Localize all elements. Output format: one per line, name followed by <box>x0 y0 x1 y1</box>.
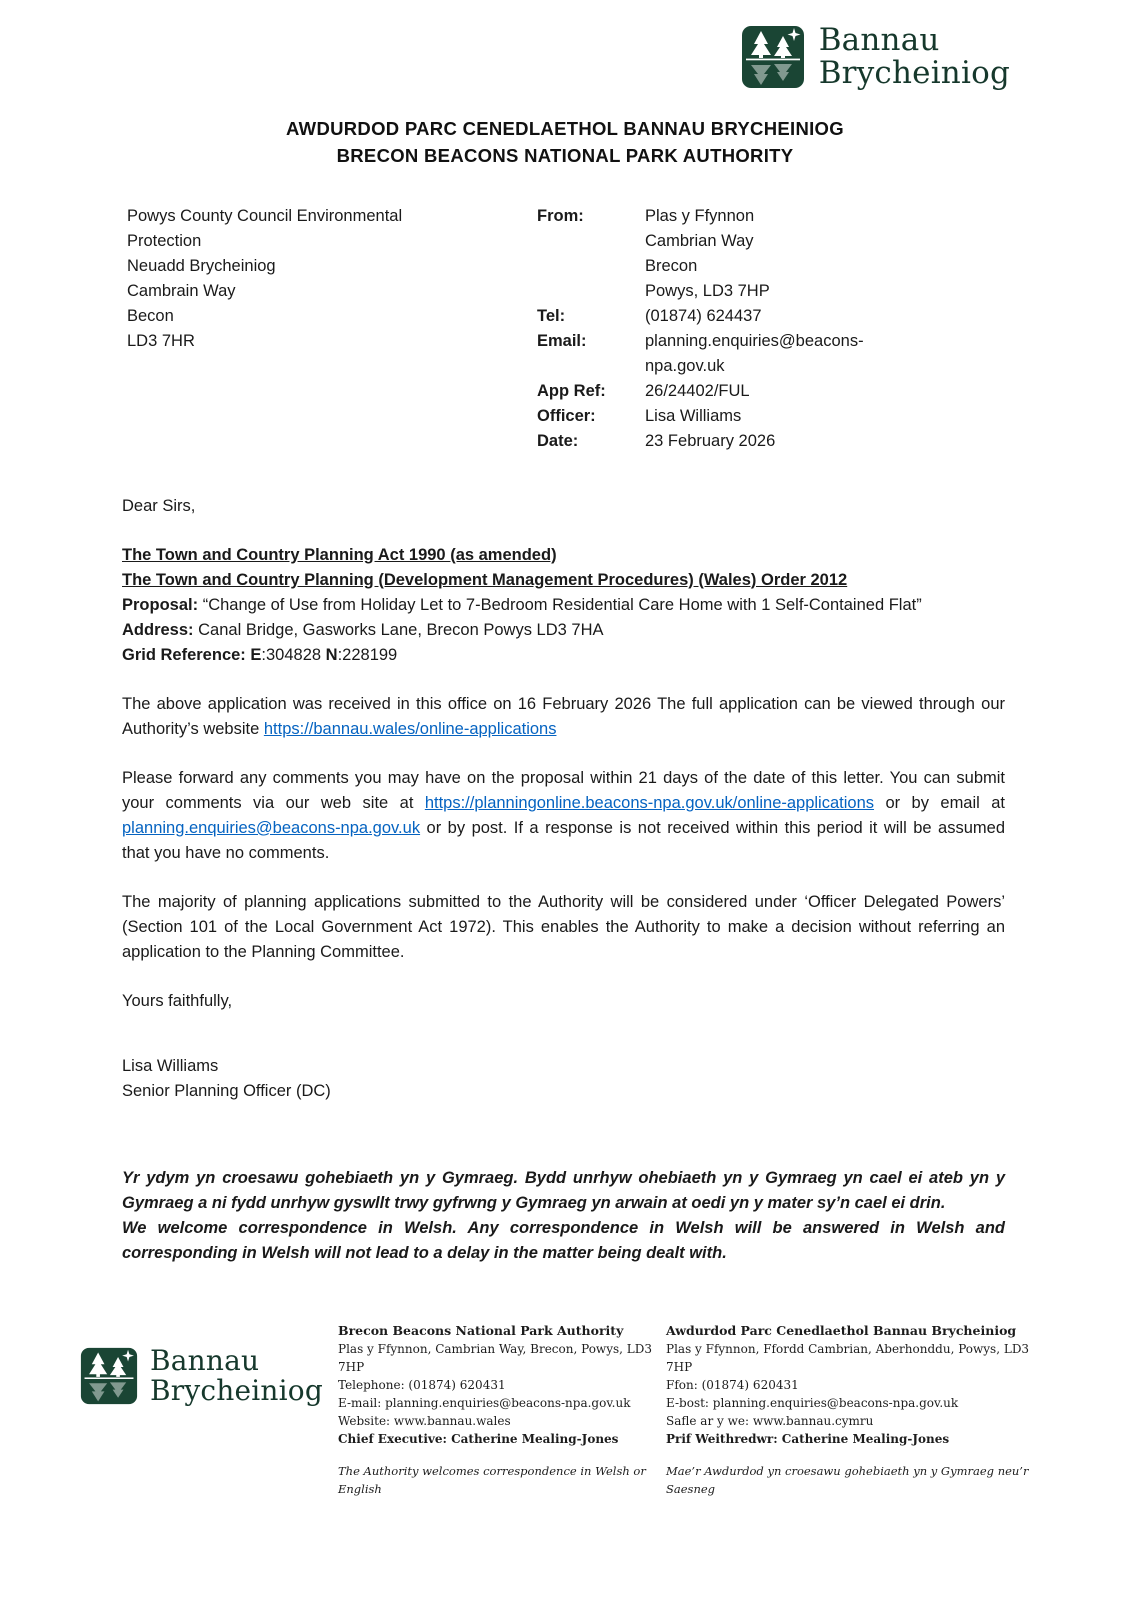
footer-logo-wordmark-line2: Brycheiniog <box>150 1374 323 1408</box>
address-text: Canal Bridge, Gasworks Lane, Brecon Powys LD3 7HA <box>198 620 604 639</box>
footer-english-note: The Authority welcomes correspondence in Welsh or English <box>338 1464 646 1496</box>
date-value: 23 February 2026 <box>645 431 776 450</box>
planning-email-link[interactable]: planning.enquiries@beacons-npa.gov.uk <box>122 818 421 837</box>
footer-english-email: E-mail: planning.enquiries@beacons-npa.gov.uk <box>338 1396 631 1410</box>
footer-english-phone: Telephone: (01874) 620431 <box>338 1378 506 1392</box>
logo-wordmark-line1: Bannau <box>818 22 940 58</box>
signature-name: Lisa Williams <box>122 1056 219 1075</box>
letter-body <box>0 494 1130 1266</box>
tel-label: Tel: <box>537 306 566 325</box>
letter-meta <box>537 204 909 454</box>
recipient-line: Becon <box>127 306 174 325</box>
signature-block <box>122 1054 1005 1104</box>
footer-english-chief-executive: Chief Executive: Catherine Mealing-Jones <box>338 1432 619 1446</box>
closing: Yours faithfully, <box>122 991 233 1010</box>
recipient-address <box>127 204 537 454</box>
app-ref-label: App Ref: <box>537 381 606 400</box>
email-value: planning.enquiries@beacons-npa.gov.uk <box>645 331 864 375</box>
recipient-line: Neuadd Brycheiniog <box>127 256 276 275</box>
footer-welsh-title: Awdurdod Parc Cenedlaethol Bannau Brycheiniog <box>666 1323 1017 1338</box>
english-language-note: We welcome correspondence in Welsh. Any correspondence in Welsh will be answered in Welsh and corresponding in Welsh will not lead to a delay in the matter being dealt with. <box>122 1218 1005 1262</box>
footer-english-website: Website: www.bannau.wales <box>338 1414 511 1428</box>
planning-online-link[interactable]: https://planningonline.beacons-npa.gov.uk/online-applications <box>424 793 875 812</box>
header-logo <box>741 24 1010 91</box>
grid-easting-label: E <box>250 645 262 664</box>
officer-value: Lisa Williams <box>645 406 742 425</box>
proposal-text: “Change of Use from Holiday Let to 7-Bedroom Residential Care Home with 1 Self-Contained Flat” <box>202 595 922 614</box>
from-value-line: Cambrian Way <box>645 231 754 250</box>
grid-northing-value: :228199 <box>337 645 398 664</box>
footer-english-title: Brecon Beacons National Park Authority <box>338 1323 624 1338</box>
from-value-line: Plas y Ffynnon <box>645 206 755 225</box>
language-notes <box>122 1166 1005 1266</box>
bannau-brycheiniog-logo-icon <box>741 25 805 89</box>
footer-welsh-website: Safle ar y we: www.bannau.cymru <box>666 1414 874 1428</box>
grid-reference-label: Grid Reference: <box>122 645 246 664</box>
footer-welsh-email: E-bost: planning.enquiries@beacons-npa.gov.uk <box>666 1396 959 1410</box>
paragraph-comments-part3: or by post. If a response is not received within this period it will be assumed that you have no comments. <box>122 818 1005 862</box>
address-meta-row <box>0 204 1130 454</box>
paragraph-comments-part2: or by email at <box>874 793 1006 812</box>
footer <box>80 1322 1048 1498</box>
footer-logo-wordmark-line1: Bannau <box>150 1344 260 1377</box>
paragraph-application-received-text: The above application was received in this office on 16 February 2026 The full application can be viewed through our Authority’s website <box>122 694 1005 738</box>
footer-welsh-column <box>666 1322 1048 1498</box>
tel-value: (01874) 624437 <box>645 306 762 325</box>
paragraph-comments <box>122 766 1005 866</box>
letterhead-title-welsh: AWDURDOD PARC CENEDLAETHOL BANNAU BRYCHEINIOG <box>286 118 844 139</box>
proposal-line <box>122 593 1005 618</box>
from-value <box>645 204 909 304</box>
subject-order-line: The Town and Country Planning (Development Management Procedures) (Wales) Order 2012 <box>122 570 848 589</box>
footer-welsh-chief-executive: Prif Weithredwr: Catherine Mealing-Jones <box>666 1432 950 1446</box>
footer-welsh-note: Mae’r Awdurdod yn croesawu gohebiaeth yn y Gymraeg neu’r Saesneg <box>666 1464 1029 1496</box>
paragraph-application-received <box>122 692 1005 742</box>
proposal-label: Proposal: <box>122 595 199 614</box>
online-applications-link[interactable]: https://bannau.wales/online-applications <box>263 719 557 738</box>
welsh-language-note: Yr ydym yn croesawu gohebiaeth yn y Gymraeg. Bydd unrhyw ohebiaeth yn y Gymraeg yn cael ei ateb yn y Gymraeg a ni fydd unrhyw gyswllt trwy gyfrwng y Gymraeg yn arwain at oedi yn y mater sy’n cael ei drin. <box>122 1168 1005 1212</box>
recipient-line: Protection <box>127 231 202 250</box>
date-label: Date: <box>537 431 579 450</box>
recipient-line: Cambrain Way <box>127 281 236 300</box>
app-ref-value: 26/24402/FUL <box>645 381 750 400</box>
letterhead-title-english: BRECON BEACONS NATIONAL PARK AUTHORITY <box>336 144 794 166</box>
recipient-line: LD3 7HR <box>127 331 195 350</box>
recipient-line: Powys County Council Environmental <box>127 206 403 225</box>
bannau-brycheiniog-logo-icon <box>80 1347 138 1405</box>
email-label: Email: <box>537 331 587 350</box>
address-line <box>122 618 1005 643</box>
logo-wordmark-line2: Brycheiniog <box>818 55 1010 92</box>
footer-english-column <box>338 1322 666 1498</box>
grid-easting-value: :304828 <box>261 645 322 664</box>
subject-block <box>122 543 1005 668</box>
from-label: From: <box>537 206 584 225</box>
paragraph-comments-part1: Please forward any comments you may have on the proposal within 21 days of the date of this letter. You can submit your comments via our web site at <box>122 768 1005 812</box>
salutation: Dear Sirs, <box>122 496 196 515</box>
from-value-line: Brecon <box>645 256 698 275</box>
letterhead-title <box>0 116 1130 170</box>
from-value-line: Powys, LD3 7HP <box>645 281 770 300</box>
address-label: Address: <box>122 620 194 639</box>
footer-logo <box>80 1346 338 1406</box>
officer-label: Officer: <box>537 406 596 425</box>
footer-english-address: Plas y Ffynnon, Cambrian Way, Brecon, Powys, LD3 7HP <box>338 1342 652 1374</box>
logo-wordmark <box>819 24 1010 91</box>
footer-logo-wordmark <box>150 1346 323 1406</box>
subject-act-line: The Town and Country Planning Act 1990 (as amended) <box>122 545 557 564</box>
grid-northing-label: N <box>325 645 338 664</box>
paragraph-delegated-powers: The majority of planning applications submitted to the Authority will be considered under ‘Officer Delegated Powers’ (Section 101 of the Local Government Act 1972). This enables the Authority to make a decision without referring an application to the Planning Committee. <box>122 892 1005 961</box>
signature-title: Senior Planning Officer (DC) <box>122 1081 331 1100</box>
grid-reference-line <box>122 643 1005 668</box>
footer-welsh-address: Plas y Ffynnon, Ffordd Cambrian, Aberhonddu, Powys, LD3 7HP <box>666 1342 1030 1374</box>
footer-welsh-phone: Ffon: (01874) 620431 <box>666 1378 799 1392</box>
